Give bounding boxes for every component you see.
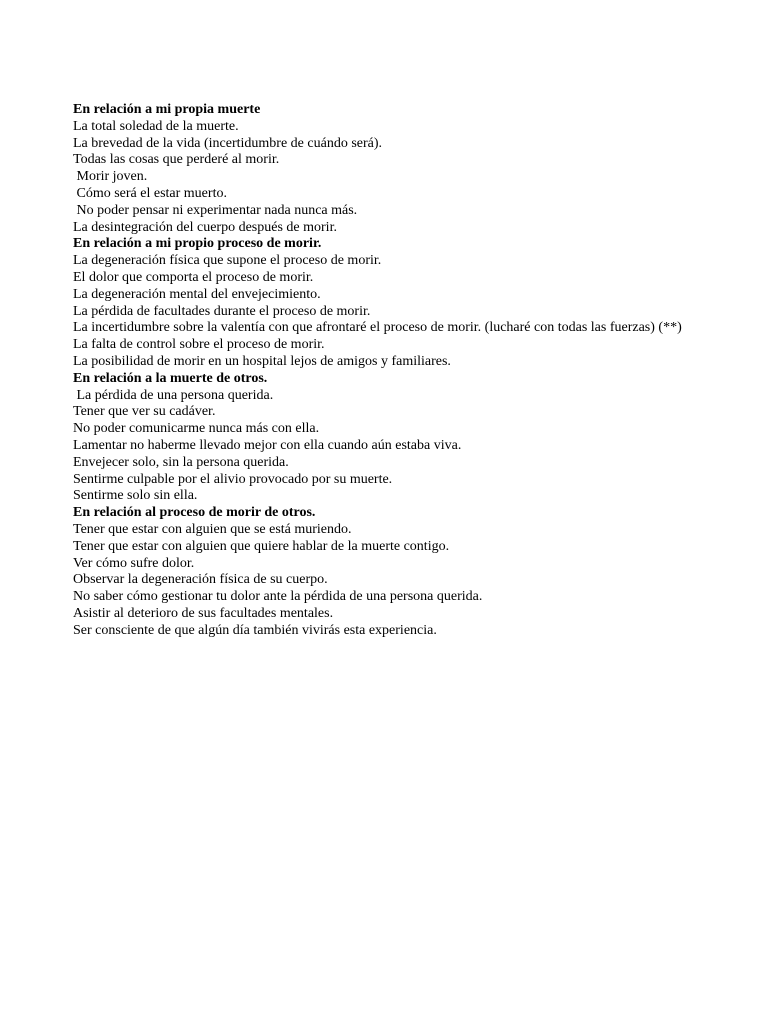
section-heading: En relación a mi propio proceso de morir.	[73, 236, 322, 252]
list-item: No saber cómo gestionar tu dolor ante la pérdida de una persona querida.	[73, 589, 483, 605]
section-heading: En relación al proceso de morir de otros.	[73, 505, 316, 521]
list-item: Todas las cosas que perderé al morir.	[73, 152, 280, 168]
list-item: Tener que ver su cadáver.	[73, 404, 216, 420]
list-item: Ser consciente de que algún día también vivirás esta experiencia.	[73, 622, 437, 638]
list-item: La falta de control sobre el proceso de morir.	[73, 337, 325, 353]
list-item: No poder comunicarme nunca más con ella.	[73, 421, 320, 437]
list-item: Sentirme solo sin ella.	[73, 488, 198, 504]
list-item: La total soledad de la muerte.	[73, 118, 239, 134]
list-item: Envejecer solo, sin la persona querida.	[73, 454, 289, 470]
list-item: Asistir al deterioro de sus facultades mentales.	[73, 605, 334, 621]
list-item: La desintegración del cuerpo después de morir.	[73, 219, 337, 235]
list-item: Cómo será el estar muerto.	[73, 185, 227, 201]
list-item: La incertidumbre sobre la valentía con que afrontaré el proceso de morir. (lucharé con todas las fuerzas) (**)	[73, 320, 682, 336]
document-page	[73, 102, 693, 640]
section-heading: En relación a la muerte de otros.	[73, 370, 268, 386]
section-others-death	[73, 371, 693, 505]
list-item: Morir joven.	[73, 169, 148, 185]
list-item: Ver cómo sufre dolor.	[73, 555, 195, 571]
list-item: La degeneración física que supone el proceso de morir.	[73, 253, 382, 269]
list-item: La pérdida de una persona querida.	[73, 387, 274, 403]
list-item: La brevedad de la vida (incertidumbre de cuándo será).	[73, 135, 383, 151]
section-own-dying-process	[73, 236, 693, 370]
list-item: La posibilidad de morir en un hospital lejos de amigos y familiares.	[73, 353, 451, 369]
list-item: La pérdida de facultades durante el proceso de morir.	[73, 303, 371, 319]
list-item: Tener que estar con alguien que quiere hablar de la muerte contigo.	[73, 538, 450, 554]
list-item: No poder pensar ni experimentar nada nunca más.	[73, 202, 358, 218]
section-others-dying-process	[73, 505, 693, 639]
list-item: Observar la degeneración física de su cuerpo.	[73, 572, 328, 588]
list-item: Sentirme culpable por el alivio provocado por su muerte.	[73, 471, 393, 487]
section-heading: En relación a mi propia muerte	[73, 102, 261, 117]
list-item: Tener que estar con alguien que se está muriendo.	[73, 521, 352, 537]
section-own-death	[73, 102, 693, 236]
list-item: El dolor que comporta el proceso de morir.	[73, 269, 314, 285]
list-item: La degeneración mental del envejecimiento.	[73, 286, 321, 302]
list-item: Lamentar no haberme llevado mejor con ella cuando aún estaba viva.	[73, 437, 462, 453]
